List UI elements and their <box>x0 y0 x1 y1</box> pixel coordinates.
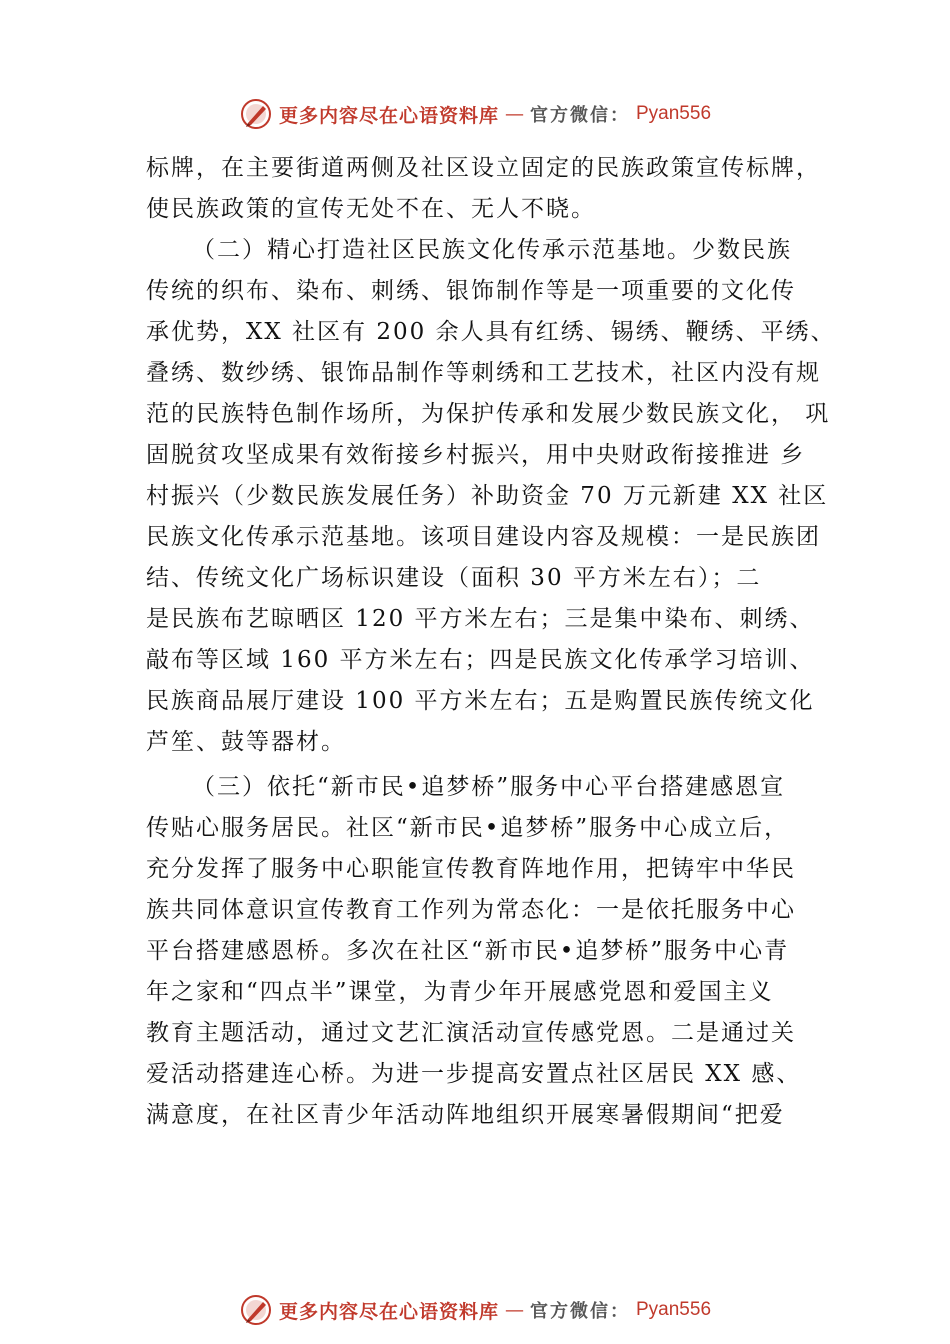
section-heading-line: （三）依托“新市民•追梦桥”服务中心平台搭建感恩宣 <box>192 774 786 800</box>
header-brand-text: 更多内容尽在心语资料库 <box>278 104 499 127</box>
footer-brand-text: 更多内容尽在心语资料库 <box>278 1300 499 1323</box>
footer-banner <box>0 1290 950 1330</box>
text-line: 满意度，在社区青少年活动阵地组织开展寒暑假期间“把爱 <box>146 1102 785 1128</box>
header-wechat-id: Pyan556 <box>636 103 712 124</box>
text-line: 年之家和“四点半”课堂，为青少年开展感党恩和爱国主义 <box>146 979 774 1005</box>
text-line: 是民族布艺晾晒区 120 平方米左右；三是集中染布、刺绣、 <box>146 606 815 632</box>
text-line: 民族商品展厅建设 100 平方米左右；五是购置民族传统文化 <box>146 688 815 714</box>
text-line: 充分发挥了服务中心职能宣传教育阵地作用，把铸牢中华民 <box>146 856 796 882</box>
header-banner <box>0 94 950 134</box>
text-line: 标牌，在主要街道两侧及社区设立固定的民族政策宣传标牌， <box>146 155 821 181</box>
text-line: 族共同体意识宣传教育工作列为常态化：一是依托服务中心 <box>146 897 796 923</box>
text-line: 芦笙、鼓等器材。 <box>146 729 346 755</box>
text-line: 使民族政策的宣传无处不在、无人不晓。 <box>146 196 596 222</box>
text-line: 范的民族特色制作场所，为保护传承和发展少数民族文化， 巩 <box>146 401 831 427</box>
text-line: 村振兴（少数民族发展任务）补助资金 70 万元新建 XX 社区 <box>146 483 829 509</box>
document-body <box>146 148 836 1136</box>
text-line: 敲布等区域 160 平方米左右；四是民族文化传承学习培训、 <box>146 647 815 673</box>
text-line: 固脱贫攻坚成果有效衔接乡村振兴，用中央财政衔接推进 乡 <box>146 442 806 468</box>
text-line: 爱活动搭建连心桥。为进一步提高安置点社区居民 XX 感、 <box>146 1061 802 1087</box>
text-line: 承优势，XX 社区有 200 余人具有红绣、锡绣、鞭绣、平绣、 <box>146 319 836 345</box>
footer-wechat-id: Pyan556 <box>636 1299 712 1320</box>
text-line: 民族文化传承示范基地。该项目建设内容及规模：一是民族团 <box>146 524 821 550</box>
footer-wechat-label: 官方微信： <box>530 1301 630 1322</box>
header-separator: — <box>505 103 524 125</box>
header-wechat-label: 官方微信： <box>530 105 630 126</box>
paragraph-section-two <box>146 230 836 763</box>
pen-seal-logo-icon <box>239 97 273 131</box>
footer-separator: — <box>505 1299 524 1321</box>
text-line: 传贴心服务居民。社区“新市民•追梦桥”服务中心成立后， <box>146 815 790 841</box>
pen-seal-logo-icon <box>239 1293 273 1327</box>
text-line: 教育主题活动，通过文艺汇演活动宣传感党恩。二是通过关 <box>146 1020 796 1046</box>
paragraph <box>146 148 836 230</box>
paragraph-section-three <box>146 767 836 1136</box>
text-line: 叠绣、数纱绣、银饰品制作等刺绣和工艺技术，社区内没有规 <box>146 360 821 386</box>
section-heading-line: （二）精心打造社区民族文化传承示范基地。少数民族 <box>192 237 792 263</box>
text-line: 传统的织布、染布、刺绣、银饰制作等是一项重要的文化传 <box>146 278 796 304</box>
text-line: 平台搭建感恩桥。多次在社区“新市民•追梦桥”服务中心青 <box>146 938 790 964</box>
text-line: 结、传统文化广场标识建设（面积 30 平方米左右）；二 <box>146 565 762 591</box>
